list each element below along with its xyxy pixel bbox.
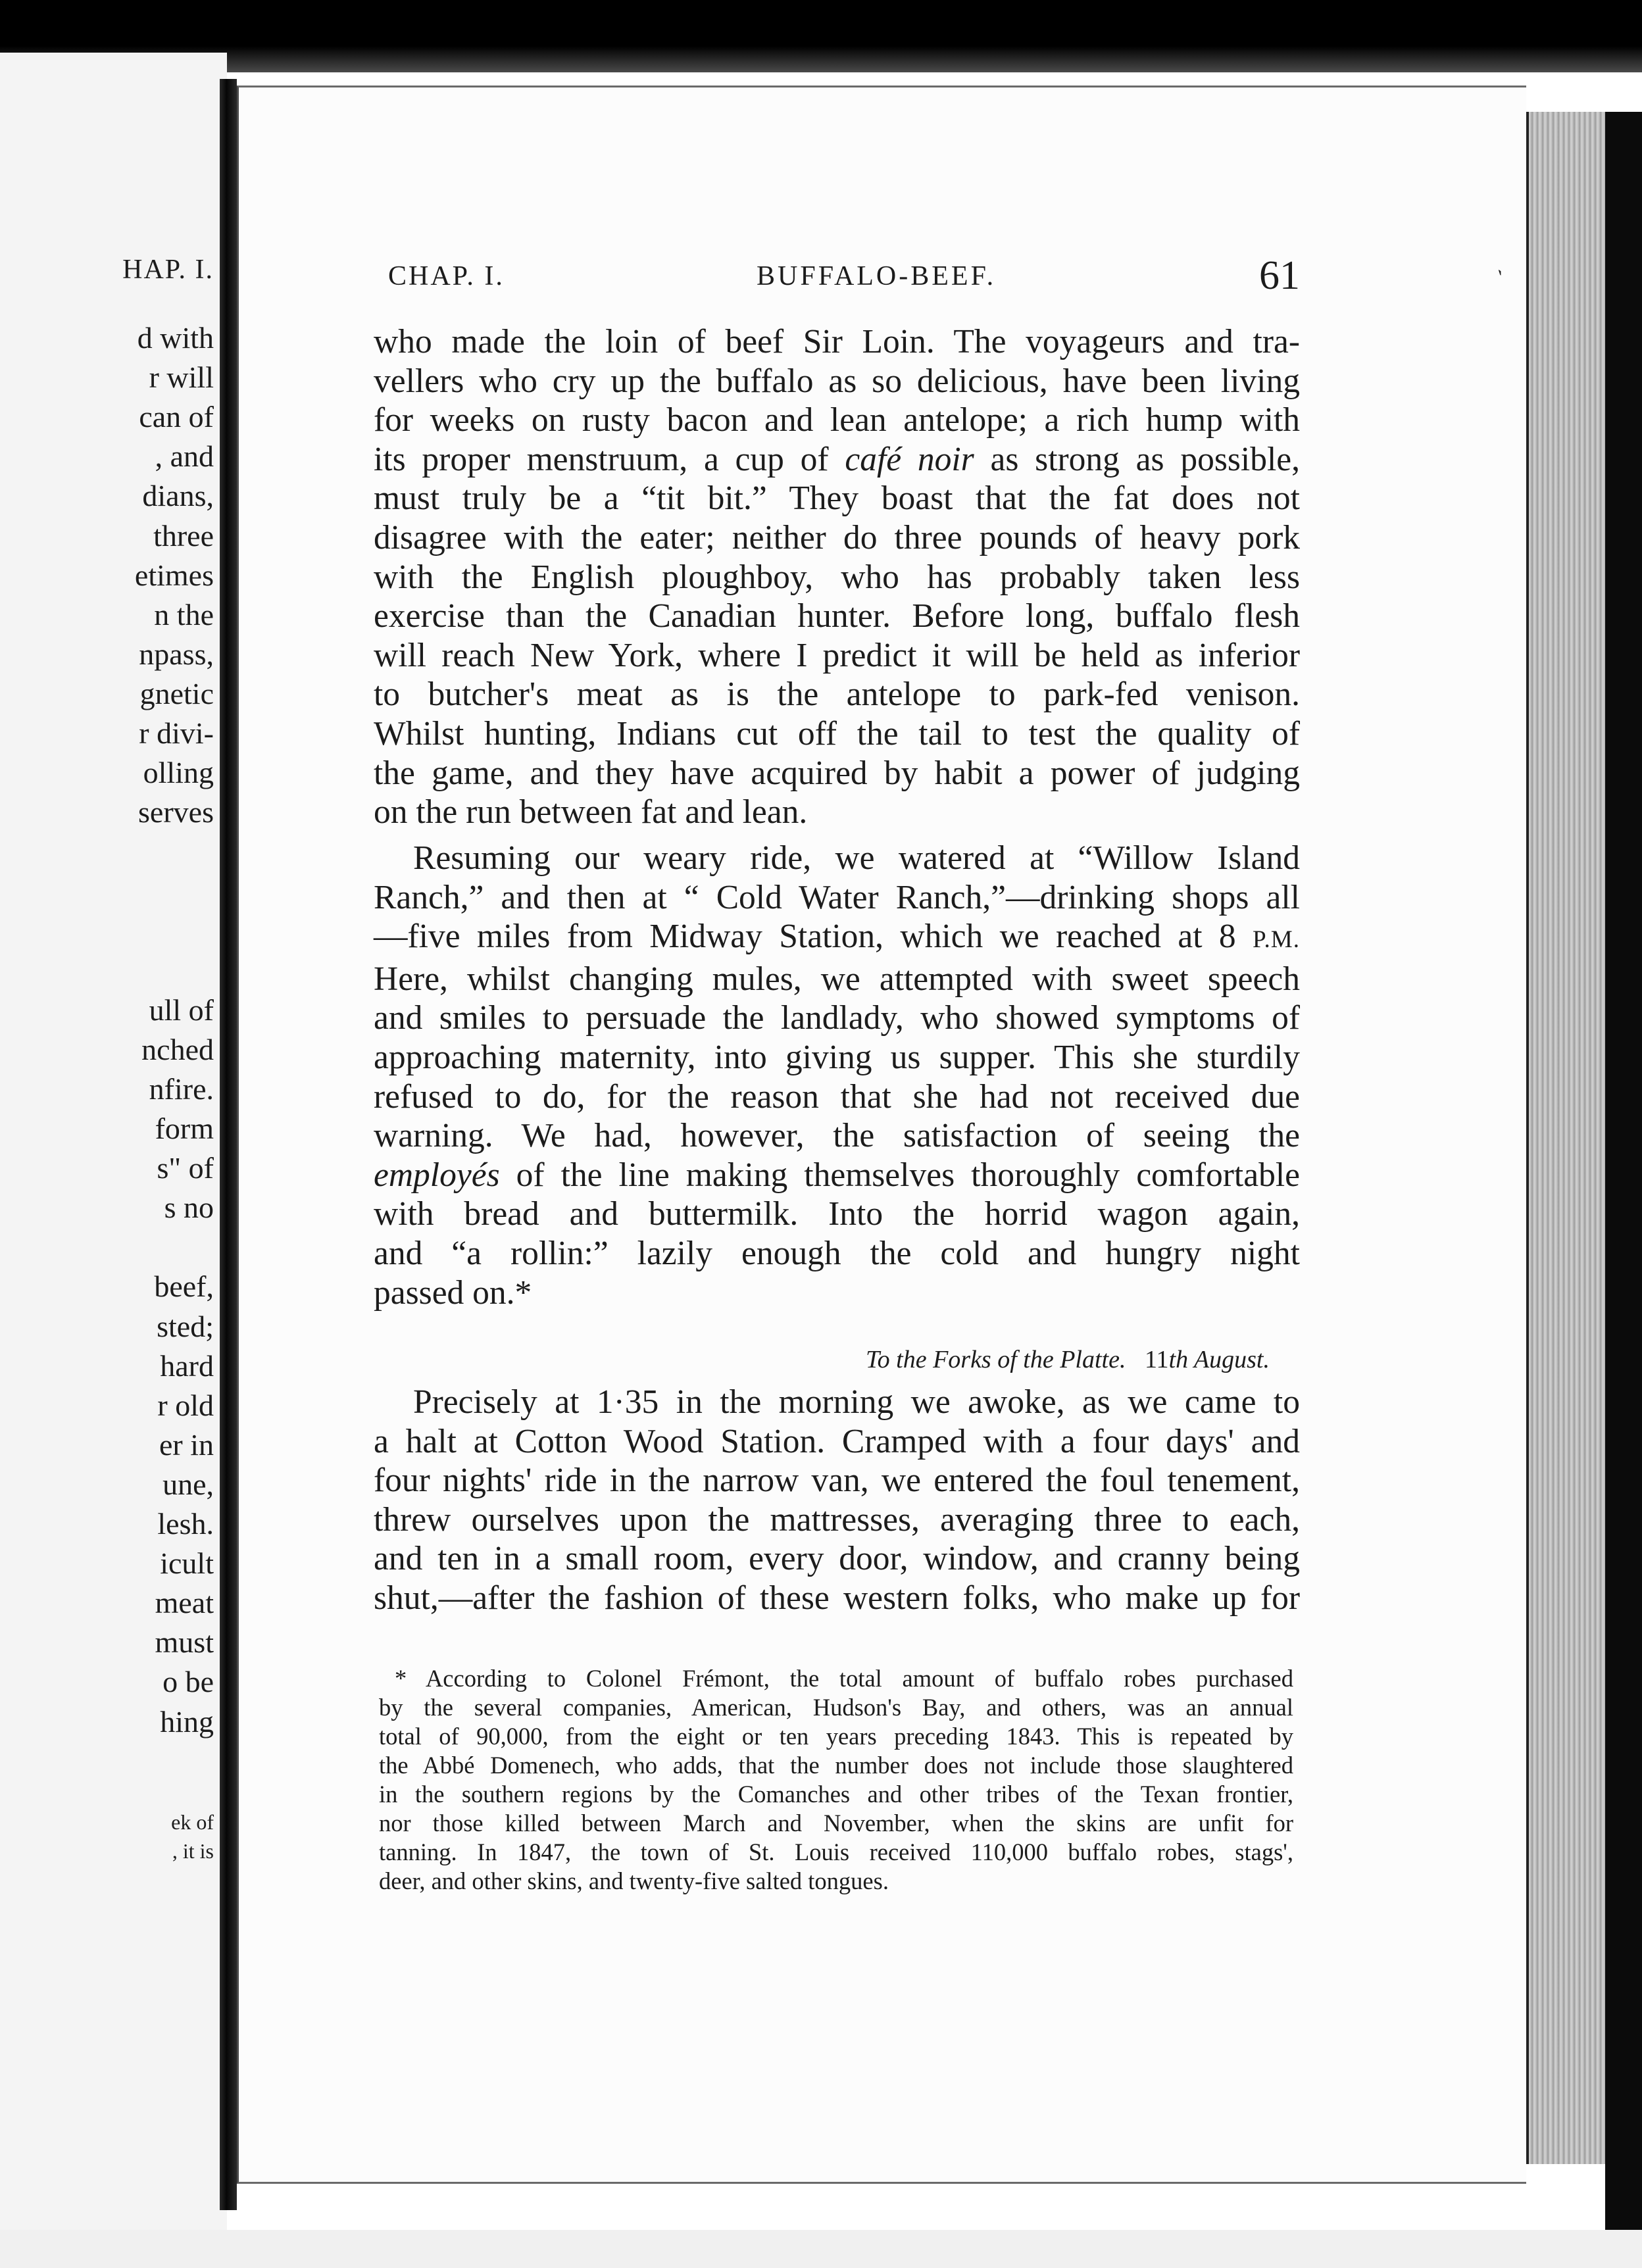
left-page-line: r old [157, 1388, 214, 1422]
page-number: 61 [1259, 253, 1300, 298]
left-page-line: o be [162, 1665, 214, 1699]
scan-top-border [0, 0, 1642, 72]
text-line: who made the loin of beef Sir Loin. The voyageurs and tra- [374, 323, 1300, 360]
scan-bottom-border [0, 2230, 1642, 2268]
text-line: Here, whilst changing mules, we attempted with sweet speech [374, 960, 1300, 998]
left-page-line: can of [139, 400, 214, 434]
text-line: with bread and buttermilk. Into the horrid wagon again, [374, 1195, 1300, 1233]
left-page-line: serves [138, 795, 214, 829]
text-line: —five miles from Midway Station, which we reached at 8 P.M. [374, 918, 1300, 956]
left-page-line: r divi- [139, 716, 214, 750]
left-page-line: npass, [139, 637, 214, 671]
text-line: on the run between fat and lean. [374, 793, 808, 831]
paragraph-3 [374, 1383, 1300, 1618]
footnote-line: * According to Colonel Frémont, the total amount of buffalo robes purchased [395, 1665, 1293, 1692]
text-line: refused to do, for the reason that she had not received due [374, 1077, 1300, 1116]
left-page-line: gnetic [139, 676, 214, 710]
running-head [388, 253, 1303, 305]
left-page-line: une, [162, 1467, 214, 1501]
left-page-line: olling [143, 756, 214, 790]
footnote-line: deer, and other skins, and twenty-five salted tongues. [379, 1867, 889, 1894]
footnote-line: by the several companies, American, Hudson's Bay, and others, was an annual [379, 1694, 1293, 1721]
left-page-line: three [153, 518, 214, 553]
footnote-line: tanning. In 1847, the town of St. Louis received 110,000 buffalo robes, stags', [379, 1838, 1293, 1865]
text-line: and “a rollin:” lazily enough the cold and hungry night [374, 1234, 1300, 1272]
text-line: and smiles to persuade the landlady, who showed symptoms of [374, 999, 1300, 1037]
paragraph-1 [374, 322, 1300, 832]
text-line: its proper menstruum, a cup of café noir as strong as possible, [374, 440, 1301, 478]
left-page-line: beef, [154, 1270, 214, 1304]
left-page-line: , and [155, 439, 214, 474]
text-line: for weeks on rusty bacon and lean antelope; a rich hump with [374, 401, 1300, 439]
paragraph-2 [374, 839, 1300, 1312]
text-line: four nights' ride in the narrow van, we entered the foul tenement, [374, 1462, 1300, 1500]
text-line: will reach New York, where I predict it will be held as inferior [374, 636, 1300, 674]
text-line: shut,—after the fashion of these western folks, who make up for [374, 1579, 1300, 1617]
left-page-line: etimes [134, 558, 214, 592]
text-line: vellers who cry up the buffalo as so delicious, have been living [374, 362, 1300, 400]
text-line: the game, and they have acquired by habit a power of judging [374, 754, 1300, 792]
left-page-line: r will [149, 360, 214, 395]
left-page-line: meat [155, 1586, 214, 1620]
text-line: exercise than the Canadian hunter. Before long, buffalo flesh [374, 597, 1300, 635]
text-line: Precisely at 1·35 in the morning we awoke, as we came to [413, 1383, 1300, 1421]
text-line: threw ourselves upon the mattresses, averaging three to each, [374, 1500, 1300, 1539]
page-title: BUFFALO-BEEF. [757, 261, 997, 291]
text-line: and ten in a small room, every door, window, and cranny being [374, 1540, 1300, 1578]
book-cover-edge [1605, 112, 1642, 2268]
section-heading: To the Forks of the Platte. 11th August. [866, 1346, 1270, 1373]
text-line: employés of the line making themselves thoroughly comfortable [374, 1156, 1300, 1194]
text-line: Whilst hunting, Indians cut off the tail to test the quality of [374, 714, 1300, 752]
left-page-line: d with [137, 321, 214, 355]
left-facing-page [0, 53, 227, 2268]
left-page-line: s" of [157, 1151, 214, 1185]
left-page-header: HAP. I. [122, 255, 214, 285]
text-line: disagree with the eater; neither do three pounds of heavy pork [374, 518, 1300, 556]
left-page-line: ull of [149, 993, 214, 1027]
scan-mark: ` [1485, 265, 1507, 291]
footnote [379, 1664, 1293, 1896]
page-fore-edge [1526, 112, 1608, 2164]
left-page-line: s no [164, 1191, 214, 1225]
text-line: passed on.* [374, 1273, 532, 1312]
left-page-line: lesh. [157, 1507, 214, 1541]
left-page-footnote-line: ek of [171, 1810, 214, 1834]
text-line: approaching maternity, into giving us supper. This she sturdily [374, 1038, 1300, 1076]
book-gutter [220, 79, 237, 2210]
footnote-line: the Abbé Domenech, who adds, that the number does not include those slaughtered [379, 1752, 1293, 1779]
text-line: to butcher's meat as is the antelope to park-fed venison. [374, 676, 1300, 714]
left-page-line: dians, [142, 479, 214, 513]
left-page-footnote-line: , it is [172, 1839, 214, 1863]
left-page-line: nched [141, 1032, 214, 1066]
text-line: warning. We had, however, the satisfaction of seeing the [374, 1117, 1300, 1155]
footnote-line: in the southern regions by the Comanches and other tribes of the Texan frontier, [379, 1781, 1293, 1808]
footnote-line: nor those killed between March and November, when the skins are unfit for [379, 1810, 1293, 1837]
left-page-line: sted; [157, 1309, 214, 1343]
text-line: with the English ploughboy, who has probably taken less [374, 558, 1300, 596]
left-page-line: er in [159, 1427, 214, 1462]
text-line: a halt at Cotton Wood Station. Cramped with a four days' and [374, 1422, 1300, 1460]
text-line: Resuming our weary ride, we watered at “Willow Island [413, 839, 1300, 877]
left-page-line: form [155, 1112, 214, 1145]
footnote-line: total of 90,000, from the eight or ten years preceding 1843. This is repeated by [379, 1723, 1293, 1750]
left-page-line: n the [154, 597, 214, 631]
left-page-line: icult [160, 1546, 214, 1581]
left-page-line: hing [160, 1704, 214, 1738]
left-page-line: must [155, 1625, 214, 1660]
left-page-line: nfire. [149, 1072, 214, 1106]
left-page-line: hard [160, 1348, 214, 1383]
text-line: Ranch,” and then at “ Cold Water Ranch,”—drinking shops all [374, 878, 1300, 916]
chapter-label: CHAP. I. [388, 261, 505, 291]
text-line: must truly be a “tit bit.” They boast that the fat does not [374, 480, 1300, 518]
